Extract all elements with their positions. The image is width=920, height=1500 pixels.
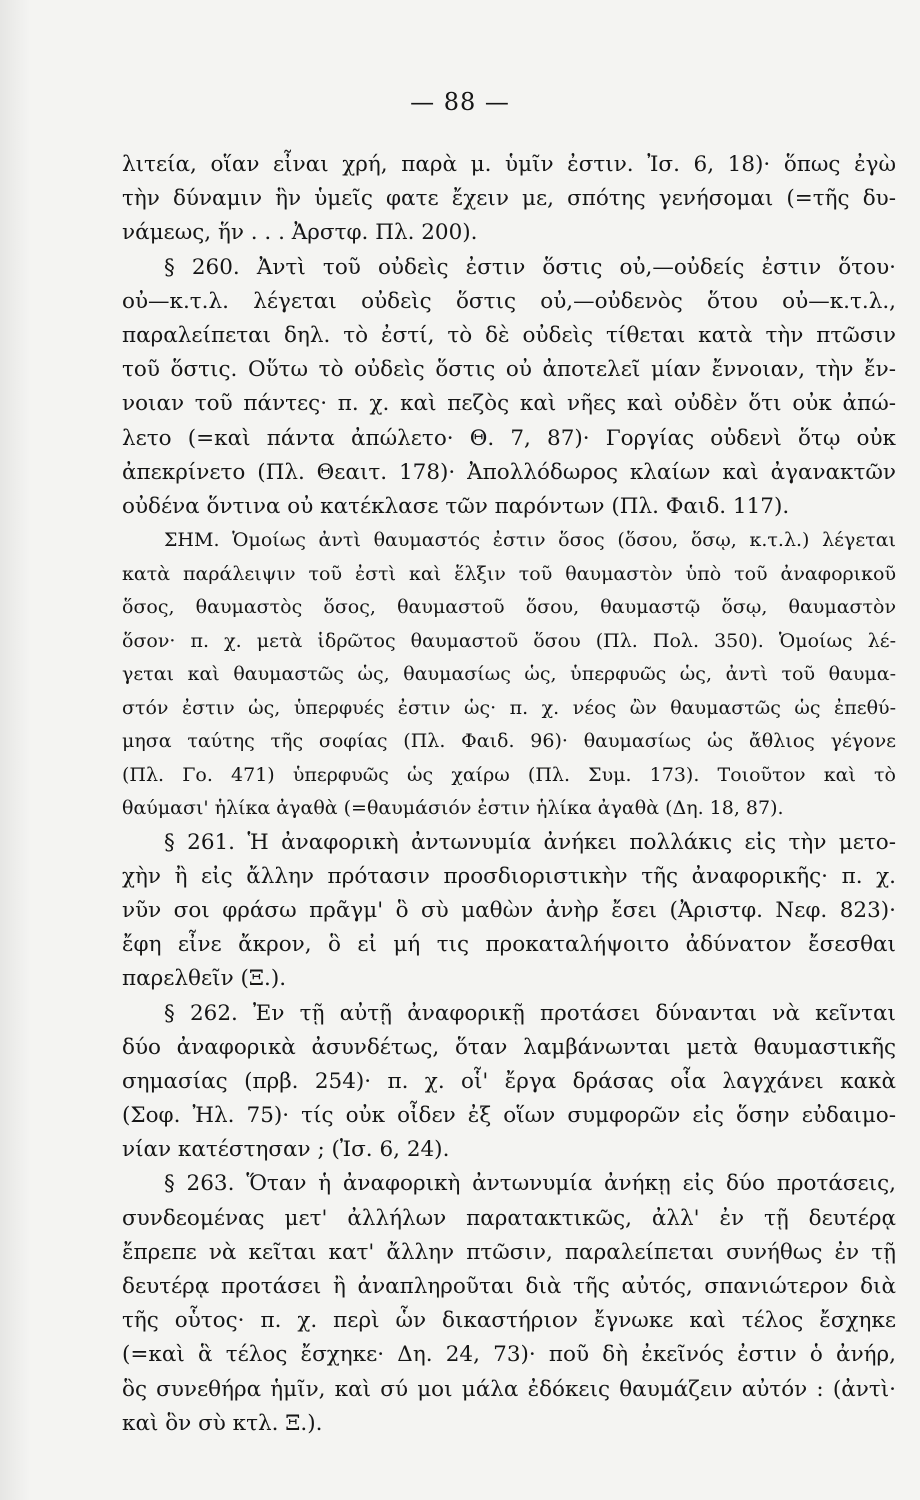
text-line: λιτεία, οἵαν εἶναι χρή, παρὰ μ. ὑμῖν ἐστιν. Ἰσ. 6, 18)· ὅπως ἐγὼ	[122, 152, 896, 177]
text-line: νοιαν τοῦ πάντες· π. χ. καὶ πεζὸς καὶ νῆες καὶ οὐδὲν ὅτι οὐκ ἀπώ-	[122, 391, 896, 417]
text-line: οὐδένα ὅντινα οὐ κατέκλασε τῶν παρόντων (Πλ. Φαιδ. 117).	[122, 493, 790, 519]
text-line: (Σοφ. Ἠλ. 75)· τίς οὐκ οἶδεν ἐξ οἵων συμφορῶν εἰς ὅσην εὐδαιμο-	[122, 1103, 896, 1129]
text-line: § 260. Ἀντὶ τοῦ οὐδεὶς ἐστιν ὅστις οὐ,—οὐδείς ἐστιν ὅτου·	[164, 254, 896, 280]
text-line: θαύμασι' ἡλίκα ἀγαθὰ (=θαυμάσιόν ἐστιν ἡλίκα ἀγαθὰ (Δη. 18, 87).	[122, 797, 784, 820]
text-line: τῆς οὗτος· π. χ. περὶ ὧν δικαστήριον ἔγνωκε καὶ τέλος ἔσχηκε	[122, 1308, 896, 1334]
text-line: ἔπρεπε νὰ κεῖται κατ' ἄλλην πτῶσιν, παραλείπεται συνήθως ἐν τῇ	[122, 1239, 896, 1265]
page-text	[122, 148, 896, 1441]
text-line: στόν ἐστιν ὡς, ὑπερφυές ἐστιν ὡς· π. χ. νέος ὢν θαυμαστῶς ὡς ἐπεθύ-	[122, 696, 896, 719]
text-line: ἀπεκρίνετο (Πλ. Θεαιτ. 178)· Ἀπολλόδωρος κλαίων καὶ ἀγανακτῶν	[122, 459, 896, 485]
text-line: παρελθεῖν (Ξ.).	[122, 966, 287, 992]
text-line: σημασίας (πρβ. 254)· π. χ. οἷ' ἔργα δράσας οἷα λαγχάνει κακὰ	[122, 1068, 896, 1094]
page-number: — 88 —	[410, 88, 510, 116]
text-line: ὃς συνεθήρα ἡμῖν, καὶ σύ μοι μάλα ἐδόκεις θαυμάζειν αὐτόν : (ἀντὶ·	[122, 1376, 896, 1402]
text-line: § 262. Ἐν τῇ αὐτῇ ἀναφορικῇ προτάσει δύνανται νὰ κεῖνται	[164, 1000, 896, 1026]
text-line: § 263. Ὅταν ἡ ἀναφορικὴ ἀντωνυμία ἀνήκῃ εἰς δύο προτάσεις,	[164, 1171, 896, 1197]
text-line: τοῦ ὅστις. Οὕτω τὸ οὐδεὶς ὅστις οὐ ἀποτελεῖ μίαν ἔννοιαν, τὴν ἔν-	[122, 357, 896, 383]
text-line: νάμεως, ἥν . . . Ἀρστφ. Πλ. 200).	[122, 220, 478, 246]
text-line: παραλείπεται δηλ. τὸ ἐστί, τὸ δὲ οὐδεὶς τίθεται κατὰ τὴν πτῶσιν	[122, 322, 896, 348]
text-line: (=καὶ ἃ τέλος ἔσχηκε· Δη. 24, 73)· ποῦ δὴ ἐκεῖνός ἐστιν ὁ ἀνήρ,	[122, 1342, 896, 1368]
text-line: ὅσος, θαυμαστὸς ὅσος, θαυμαστοῦ ὅσου, θαυμαστῷ ὅσῳ, θαυμαστὸν	[122, 596, 896, 619]
text-line: συνδεομένας μετ' ἀλλήλων παρατακτικῶς, ἀλλ' ἐν τῇ δευτέρᾳ	[122, 1205, 896, 1231]
text-line: νίαν κατέστησαν ; (Ἰσ. 6, 24).	[122, 1137, 450, 1163]
text-line: νῦν σοι φράσω πρᾶγμ' ὃ σὺ μαθὼν ἀνὴρ ἔσει (Ἀριστφ. Νεφ. 823)·	[122, 897, 896, 923]
text-line: γεται καὶ θαυμαστῶς ὡς, θαυμασίως ὡς, ὑπερφυῶς ὡς, ἀντὶ τοῦ θαυμα-	[122, 663, 896, 686]
text-line: τὴν δύναμιν ἣν ὑμεῖς φατε ἔχειν με, σπότης γενήσομαι (=τῆς δυ-	[122, 186, 896, 212]
text-line: δευτέρᾳ προτάσει ἢ ἀναπληροῦται διὰ τῆς αὐτός, σπανιώτερον διὰ	[122, 1274, 896, 1299]
text-line: ΣΗΜ. Ὁμοίως ἀντὶ θαυμαστός ἐστιν ὅσος (ὅσου, ὅσῳ, κ.τ.λ.) λέγεται	[164, 529, 896, 552]
text-line: ὅσον· π. χ. μετὰ ἱδρῶτος θαυμαστοῦ ὅσου (Πλ. Πολ. 350). Ὁμοίως λέ-	[122, 629, 896, 652]
text-line: οὐ—κ.τ.λ. λέγεται οὐδεὶς ὅστις οὐ,—οὐδενὸς ὅτου οὐ—κ.τ.λ.,	[122, 288, 896, 314]
text-line: μησα ταύτης τῆς σοφίας (Πλ. Φαιδ. 96)· θαυμασίως ὡς ἄθλιος γέγονε	[122, 730, 896, 753]
text-line: (Πλ. Γο. 471) ὑπερφυῶς ὡς χαίρω (Πλ. Συμ. 173). Τοιοῦτον καὶ τὸ	[122, 763, 896, 786]
text-line: καὶ ὃν σὺ κτλ. Ξ.).	[122, 1410, 323, 1436]
text-line: ἔφη εἶνε ἄκρον, ὃ εἰ μή τις προκαταλήψοιτο ἀδύνατον ἔσεσθαι	[122, 932, 896, 958]
text-line: λετο (=καὶ πάντα ἀπώλετο· Θ. 7, 87)· Γοργίας οὐδενὶ ὅτῳ οὐκ	[122, 425, 896, 451]
text-line: χὴν ἢ εἰς ἄλλην πρότασιν προσδιοριστικὴν τῆς ἀναφορικῆς· π. χ.	[122, 863, 896, 889]
text-line: κατὰ παράλειψιν τοῦ ἐστὶ καὶ ἕλξιν τοῦ θαυμαστὸν ὑπὸ τοῦ ἀναφορικοῦ	[122, 562, 896, 585]
text-line: δύο ἀναφορικὰ ἀσυνδέτως, ὅταν λαμβάνωνται μετὰ θαυμαστικῆς	[122, 1034, 896, 1060]
text-line: § 261. Ἡ ἀναφορικὴ ἀντωνυμία ἀνήκει πολλάκις εἰς τὴν μετο-	[164, 829, 896, 855]
